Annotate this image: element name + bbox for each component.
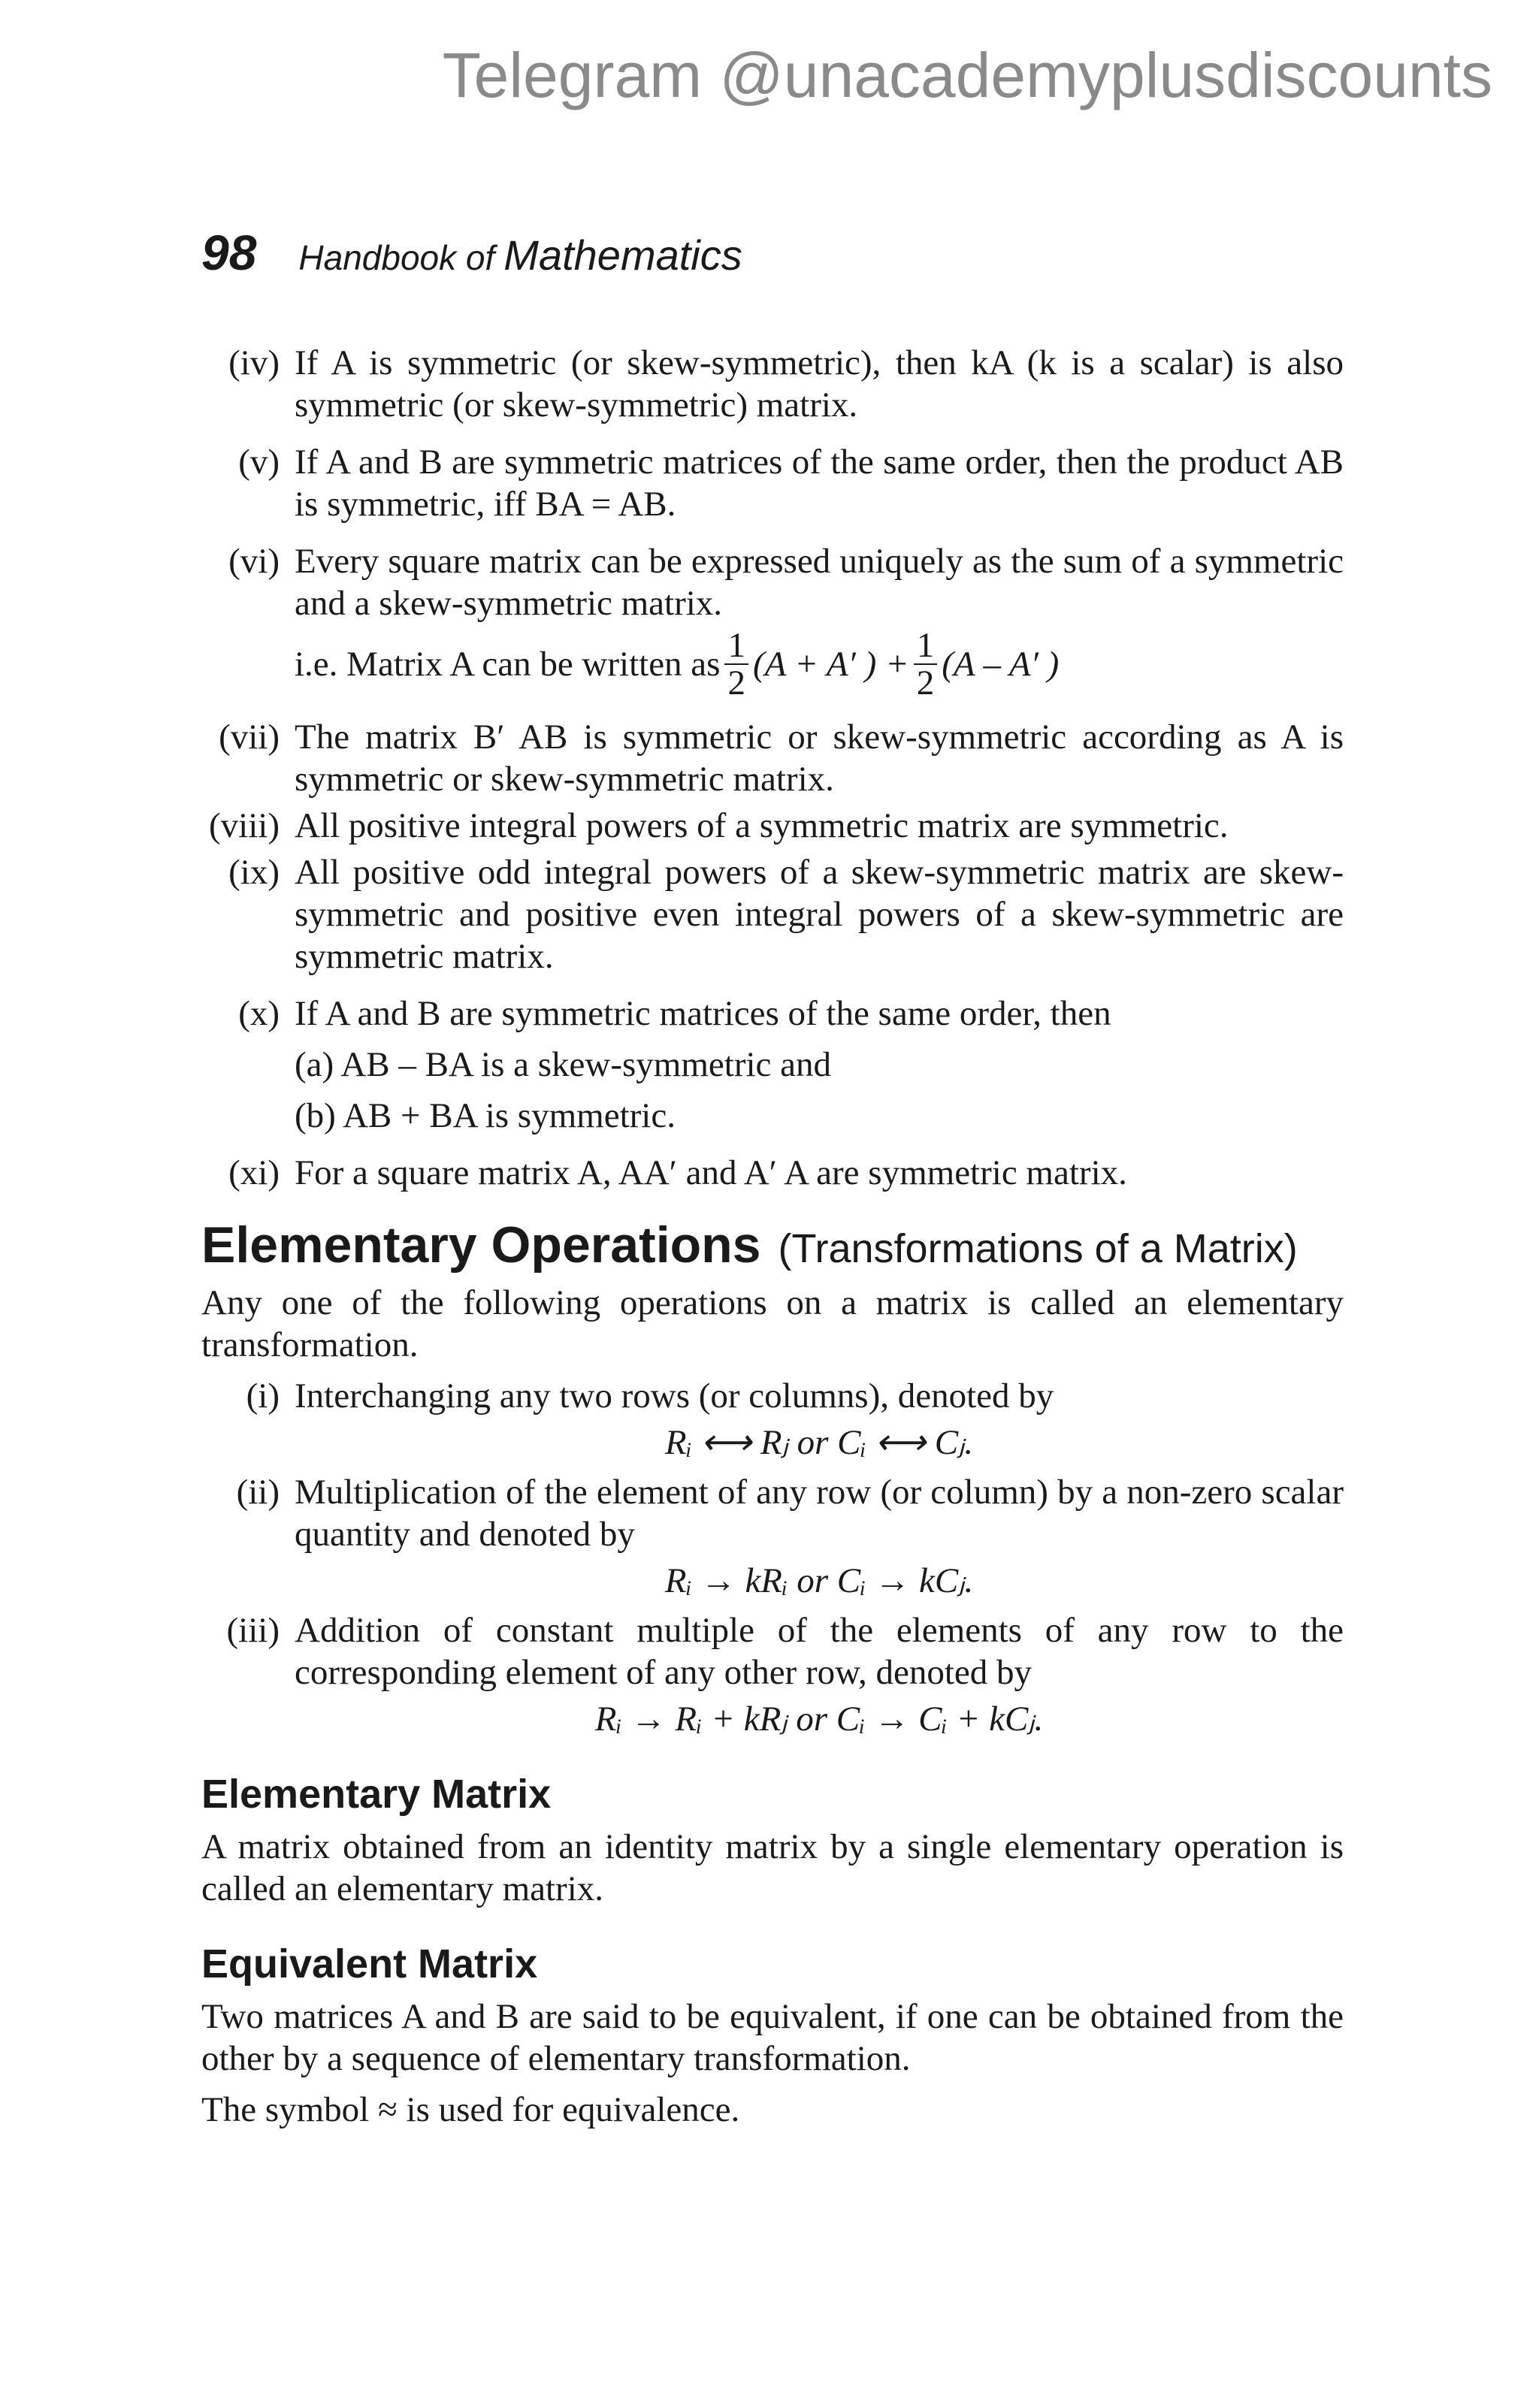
item-number: (vi): [228, 542, 280, 581]
item-number: (v): [238, 443, 280, 482]
operation-formula: Rᵢ → kRᵢ or Cᵢ → kCⱼ.: [664, 1561, 974, 1600]
fraction-half: [724, 627, 748, 701]
item-text: Interchanging any two rows (or columns), denoted by: [295, 1376, 1054, 1415]
property-item-v: [201, 441, 1344, 525]
operation-formula: Rᵢ ⟷ Rⱼ or Cᵢ ⟷ Cⱼ.: [664, 1423, 974, 1462]
item-text: All positive odd integral powers of a skew-symmetric matrix are skew-symmetric and positive even integral powers of a skew-symmetric are symmetric matrix.: [295, 853, 1344, 976]
fraction-denominator: 2: [727, 663, 745, 702]
item-number: (viii): [209, 806, 280, 845]
equivalent-matrix-text: Two matrices A and B are said to be equivalent, if one can be obtained from the other by a sequence of elementary transformation.: [201, 1997, 1344, 2078]
item-number: (xi): [228, 1153, 280, 1192]
equivalence-symbol-text: The symbol ≈ is used for equivalence.: [201, 2090, 740, 2129]
item-number: (ix): [228, 853, 280, 892]
section-subtitle: (Transformations of a Matrix): [778, 1226, 1298, 1271]
item-text: The matrix B′ AB is symmetric or skew-symmetric according as A is symmetric or skew-symmetric matrix.: [295, 718, 1344, 799]
item-number: (x): [238, 994, 280, 1033]
fraction-half: [914, 627, 938, 701]
operation-formula: Rᵢ → Rᵢ + kRⱼ or Cᵢ → Cᵢ + kCⱼ.: [594, 1699, 1044, 1739]
watermark: Telegram @unacademyplusdiscounts: [442, 40, 1492, 110]
section-title: Elementary Operations: [201, 1216, 761, 1273]
page-number: 98: [201, 225, 257, 280]
operation-item-ii: [201, 1471, 1344, 1602]
fraction-numerator: 1: [914, 627, 938, 665]
book-title-prefix: Handbook of: [298, 238, 495, 277]
formula-prefix: i.e. Matrix A can be written as: [295, 645, 721, 684]
item-text: Addition of constant multiple of the elements of any row to the corresponding element of any other row, denoted by: [295, 1611, 1344, 1692]
fraction-numerator: 1: [724, 627, 748, 665]
section-intro: Any one of the following operations on a matrix is called an elementary transformation.: [201, 1283, 1344, 1364]
page-header: [201, 224, 742, 281]
formula-term-symmetric: (A + A′ ) +: [752, 645, 909, 684]
item-text: Multiplication of the element of any row (or column) by a non-zero scalar quantity and denoted by: [295, 1473, 1344, 1554]
item-number: (iv): [228, 343, 280, 382]
fraction-denominator: 2: [916, 663, 935, 702]
item-number: (ii): [236, 1473, 280, 1512]
property-item-vii: [201, 716, 1344, 800]
item-text: All positive integral powers of a symmetric matrix are symmetric.: [295, 806, 1229, 845]
subsection-title: Elementary Matrix: [201, 1772, 552, 1817]
formula-term-skew: (A – A′ ): [942, 645, 1060, 684]
property-item-xi: [201, 1152, 1344, 1194]
book-title: Mathematics: [503, 231, 742, 279]
item-text: For a square matrix A, AA′ and A′ A are symmetric matrix.: [295, 1153, 1127, 1192]
item-text: If A is symmetric (or skew-symmetric), then kA (k is a scalar) is also symmetric (or skew-symmetric) matrix.: [295, 343, 1344, 424]
elementary-matrix-text: A matrix obtained from an identity matrix by a single elementary operation is called an elementary matrix.: [201, 1827, 1344, 1908]
property-item-x: [201, 993, 1344, 1137]
section-heading: [201, 1216, 1344, 1273]
page-content: [201, 342, 1344, 2140]
operation-item-iii: [201, 1609, 1344, 1740]
property-item-vi: [201, 540, 1344, 701]
item-number: (i): [246, 1376, 280, 1415]
sub-item-a: (a) AB – BA is a skew-symmetric and: [295, 1045, 832, 1084]
item-text: If A and B are symmetric matrices of the same order, then the product AB is symmetric, iff BA = AB.: [295, 443, 1344, 524]
item-text: Every square matrix can be expressed uniquely as the sum of a symmetric and a skew-symmetric matrix.: [295, 542, 1344, 623]
item-number: (iii): [226, 1611, 280, 1650]
property-item-iv: [201, 342, 1344, 426]
sub-item-b: (b) AB + BA is symmetric.: [295, 1096, 676, 1135]
item-number: (vii): [219, 718, 280, 757]
subsection-title: Equivalent Matrix: [201, 1941, 538, 1987]
decomposition-formula: [295, 627, 1344, 701]
property-item-ix: [201, 851, 1344, 977]
operation-item-i: [201, 1375, 1344, 1464]
item-text: If A and B are symmetric matrices of the same order, then: [295, 994, 1111, 1033]
property-item-viii: [201, 805, 1344, 847]
